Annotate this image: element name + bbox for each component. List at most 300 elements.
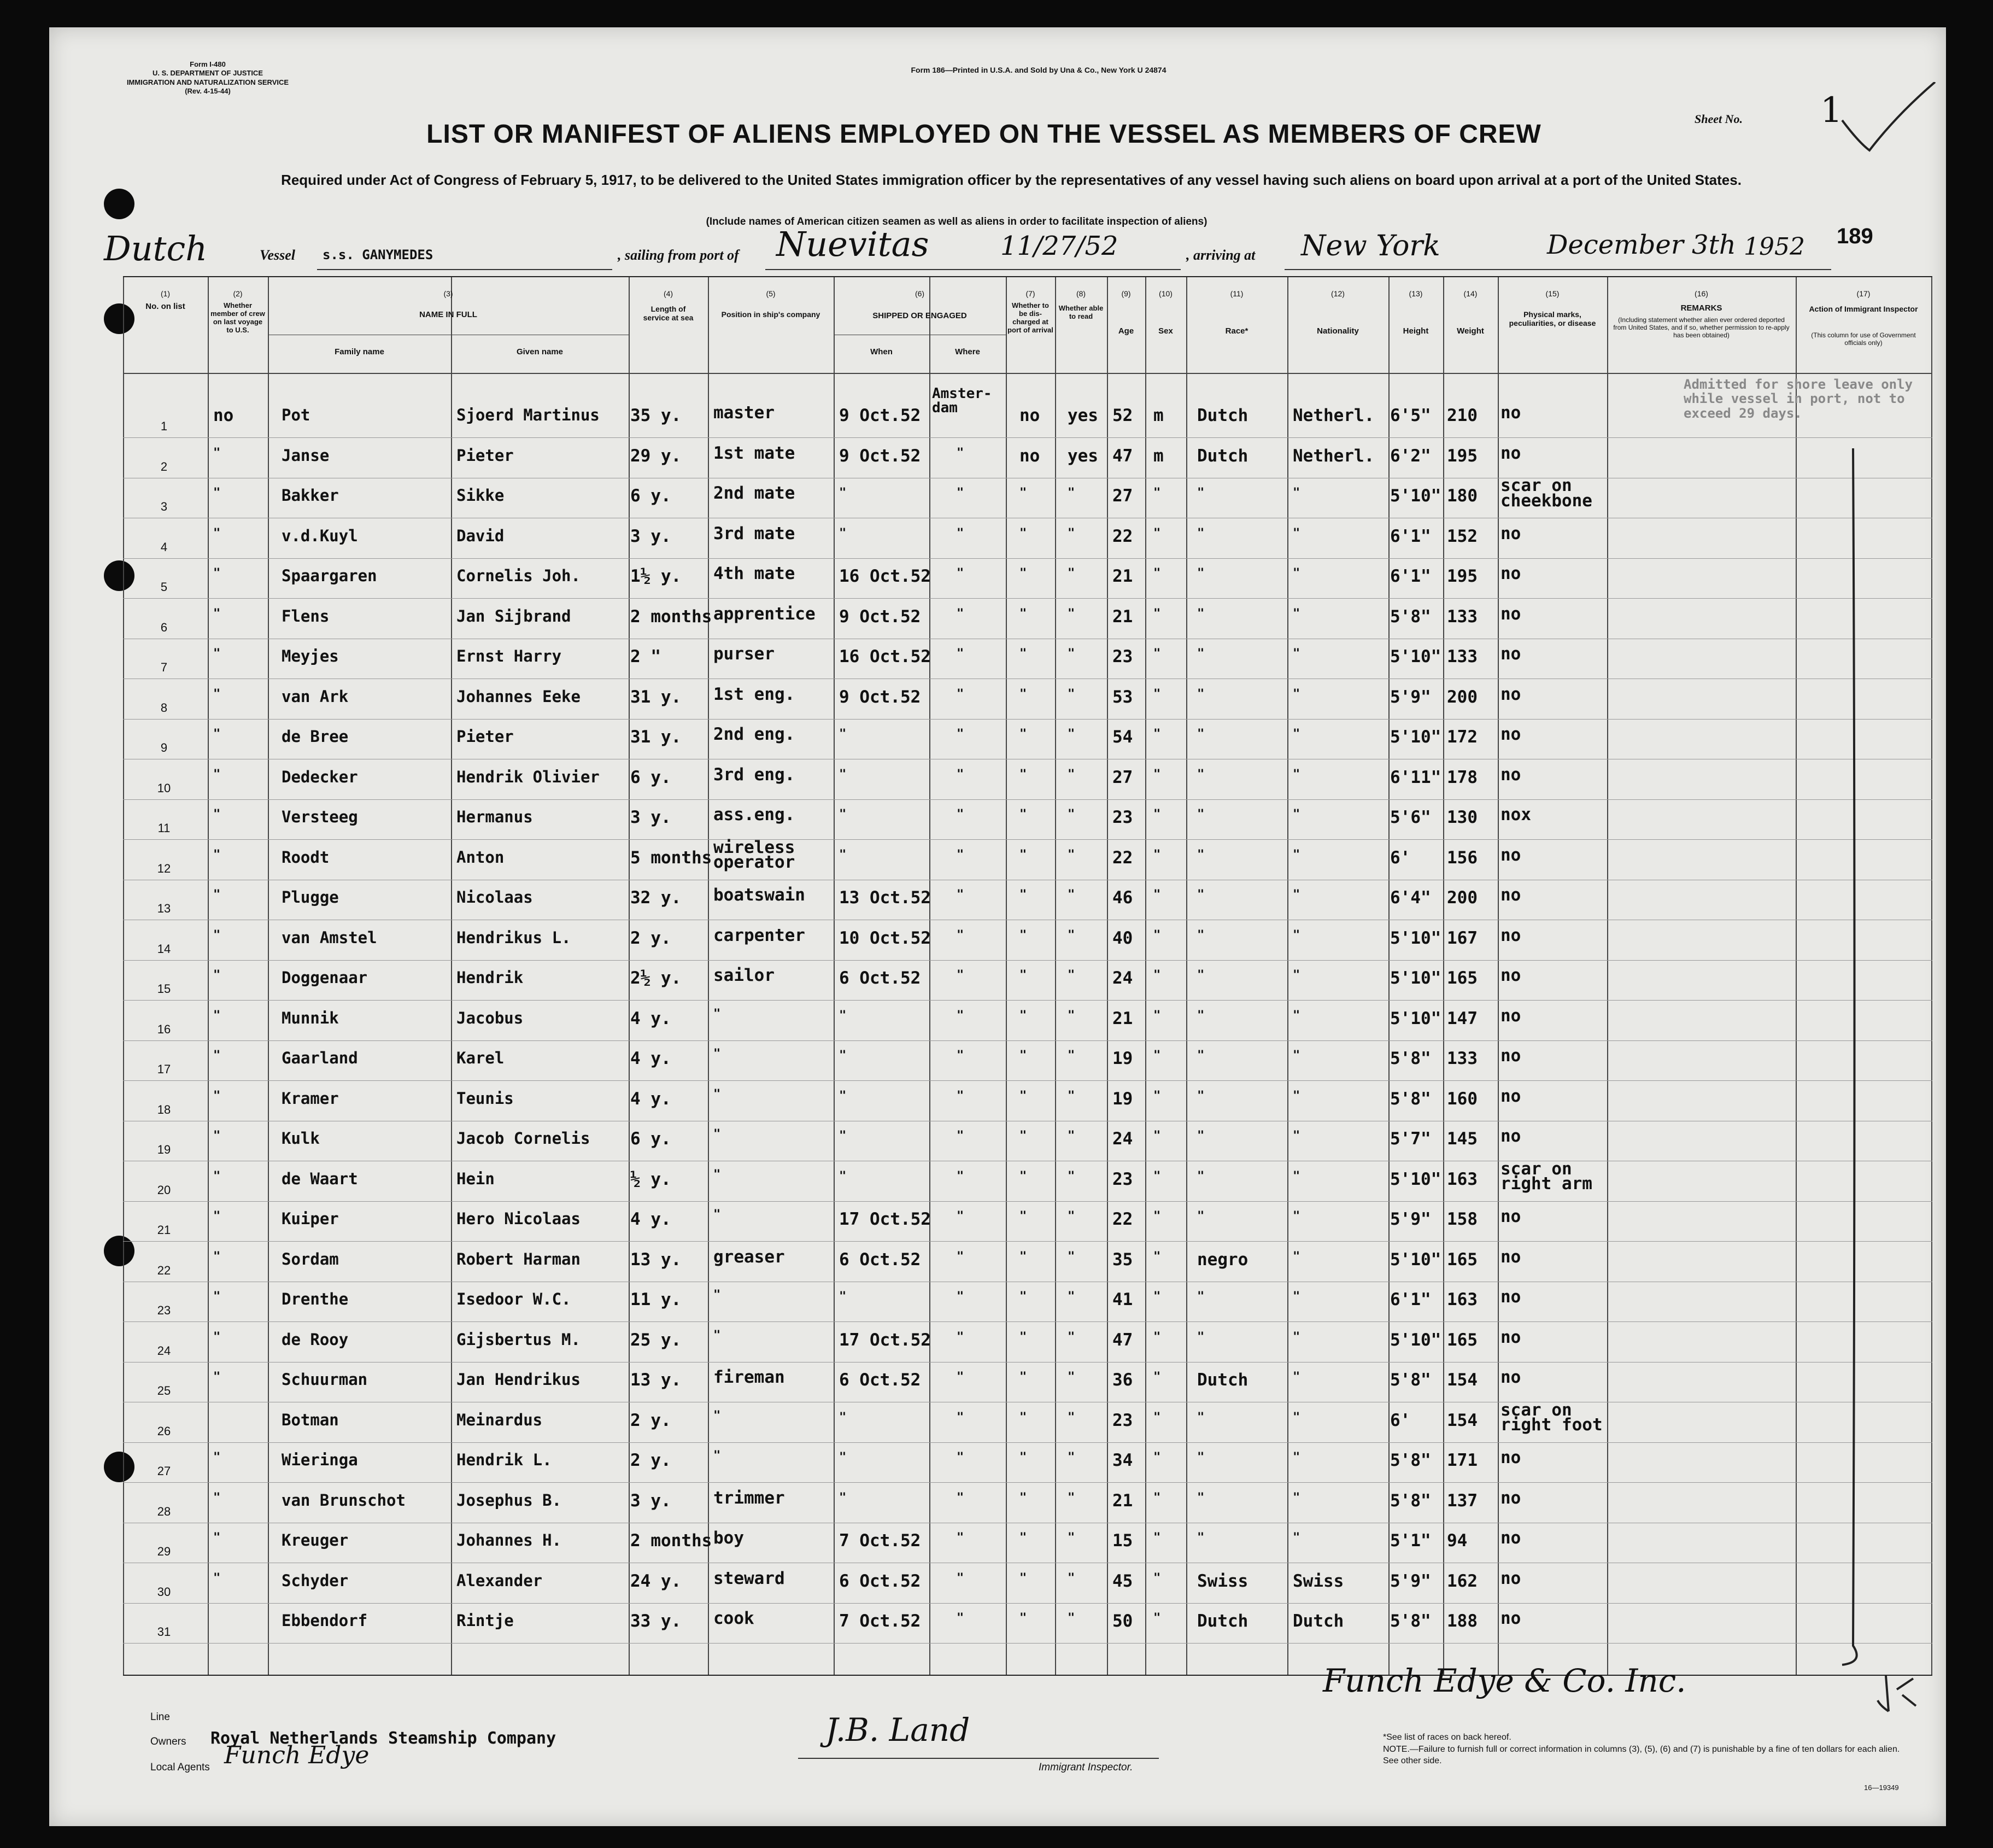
cell-physical-marks: no (1500, 523, 1521, 543)
cell-position: " (713, 1047, 721, 1061)
cell-sex: " (1153, 1129, 1161, 1143)
cell-race: " (1197, 566, 1205, 580)
cell-position: trimmer (713, 1488, 785, 1508)
cell-prev: " (213, 647, 221, 660)
arrival-year: 1952 (1744, 233, 1805, 261)
cell-shipped-where: " (957, 1049, 964, 1062)
cell-race: " (1197, 606, 1205, 621)
cell-sex: " (1153, 767, 1161, 781)
shipped-where-amsterdam: Amster-dam (932, 385, 992, 416)
cell-nationality: " (1293, 1209, 1300, 1223)
cell-shipped-where: " (957, 647, 964, 660)
binder-hole (104, 189, 134, 219)
cell-weight: 165 (1447, 1330, 1478, 1350)
cell-shipped-when: 6 Oct.52 (839, 968, 921, 988)
cell-discharged: " (1019, 1169, 1027, 1183)
row-rule (123, 1201, 1932, 1202)
cell-weight: 156 (1447, 847, 1478, 868)
cell-discharged: " (1019, 888, 1027, 902)
cell-discharged: " (1019, 1089, 1027, 1103)
cell-given-name: David (456, 526, 505, 545)
cell-discharged: " (1019, 486, 1027, 500)
service-name: IMMIGRATION AND NATURALIZATION SERVICE (126, 78, 289, 86)
cell-family-name: Kulk (282, 1129, 320, 1148)
row-rule (123, 1643, 1932, 1644)
cell-length-of-service: 2 y. (630, 928, 671, 948)
cell-age: 19 (1112, 1089, 1133, 1109)
cell-length-of-service: 1½ y. (630, 566, 682, 586)
cell-race: " (1197, 968, 1205, 982)
vessel-flag: Dutch (104, 229, 208, 268)
cell-discharged: " (1019, 1490, 1027, 1505)
cell-sex: " (1153, 486, 1161, 500)
cell-sex: " (1153, 928, 1161, 942)
cell-prev: " (213, 606, 221, 621)
cell-shipped-where: " (957, 1490, 964, 1505)
departure-date: 11/27/52 (1000, 231, 1118, 261)
underline (1285, 269, 1831, 270)
col-position: Position in ship's company (721, 310, 820, 319)
cell-physical-marks: no (1500, 1207, 1521, 1226)
cell-discharged: " (1019, 808, 1027, 821)
cell-given-name: Anton (456, 847, 505, 867)
row-number: 3 (160, 500, 168, 513)
cell-family-name: Schuurman (282, 1370, 368, 1389)
cell-age: 19 (1112, 1049, 1133, 1068)
departure-port: Nuevitas (776, 224, 929, 264)
cell-shipped-when: 16 Oct.52 (839, 647, 931, 666)
cell-position: " (713, 1328, 721, 1342)
cell-able-to-read: " (1068, 687, 1075, 701)
cell-family-name: Meyjes (282, 647, 339, 665)
row-number: 4 (160, 540, 168, 554)
cell-given-name: Sjoerd Martinus (456, 406, 600, 424)
cell-length-of-service: 4 y. (630, 1049, 671, 1068)
col-shipped-when: When (870, 347, 893, 356)
cell-able-to-read: " (1068, 928, 1075, 942)
cell-shipped-where: " (957, 1209, 964, 1223)
cell-shipped-when: " (839, 486, 847, 500)
cell-weight: 158 (1447, 1209, 1478, 1229)
cell-given-name: Hendrik L. (456, 1451, 552, 1469)
cell-given-name: Hermanus (456, 808, 533, 826)
row-number: 16 (157, 1022, 171, 1036)
cell-able-to-read: " (1068, 727, 1075, 741)
cell-physical-marks: scar on right foot (1500, 1400, 1603, 1435)
col-shipped-where: Where (955, 347, 980, 356)
cell-age: 21 (1112, 1490, 1133, 1511)
col9-number: (9) (1121, 289, 1131, 298)
cell-sex: " (1153, 1330, 1161, 1344)
cell-length-of-service: 3 y. (630, 808, 671, 827)
arrival-port: New York (1301, 230, 1440, 262)
cell-weight: 154 (1447, 1370, 1478, 1390)
cell-family-name: Bakker (282, 486, 339, 505)
cell-shipped-where: " (957, 1451, 964, 1464)
cell-sex: " (1153, 1490, 1161, 1505)
row-rule (123, 1241, 1932, 1242)
col-inspector-action: Action of Immigrant Inspector (1809, 305, 1918, 313)
col8-number: (8) (1076, 289, 1086, 298)
row-number: 22 (157, 1263, 171, 1277)
col13-number: (13) (1409, 289, 1423, 298)
cell-age: 41 (1112, 1290, 1133, 1309)
cell-length-of-service: 2 months (630, 1531, 712, 1551)
cell-discharged: " (1019, 1410, 1027, 1424)
cell-nationality: " (1293, 1290, 1300, 1303)
cell-height: 6' (1390, 1410, 1411, 1430)
cell-prev: " (213, 446, 221, 460)
cell-race: " (1197, 888, 1205, 902)
cell-discharged: " (1019, 1049, 1027, 1062)
cell-position: wireless operator (713, 837, 795, 873)
cell-race: Dutch (1197, 1370, 1248, 1390)
cell-family-name: Pot (282, 406, 310, 424)
cell-sex: " (1153, 1410, 1161, 1424)
cell-given-name: Jacobus (456, 1008, 524, 1027)
cell-length-of-service: 29 y. (630, 446, 682, 466)
row-rule (123, 1442, 1932, 1443)
cell-nationality: " (1293, 1008, 1300, 1022)
cell-age: 23 (1112, 1410, 1133, 1430)
col-inspector-note: (This column for use of Government officials only) (1811, 331, 1916, 347)
row-number: 10 (157, 781, 171, 795)
cell-height: 5'9" (1390, 1571, 1431, 1591)
shore-leave-stamp: Admitted for shore leave only while vessel in port, not to exceed 29 days. (1684, 377, 1913, 421)
cell-height: 5'10" (1390, 647, 1441, 666)
col-sex: Sex (1158, 326, 1173, 336)
cell-height: 5'10" (1390, 1008, 1441, 1028)
cell-family-name: Kreuger (282, 1531, 349, 1549)
cell-age: 54 (1112, 727, 1133, 747)
cell-age: 22 (1112, 847, 1133, 868)
row-number: 7 (160, 660, 168, 674)
cell-shipped-where: " (957, 1169, 964, 1183)
cell-physical-marks: no (1500, 1367, 1521, 1387)
cell-position: greaser (713, 1247, 785, 1267)
col3-number: (3) (443, 289, 453, 298)
cell-family-name: Ebbendorf (282, 1611, 368, 1630)
cell-given-name: Cornelis Joh. (456, 566, 581, 585)
cell-shipped-when: " (839, 1169, 847, 1183)
cell-sex: " (1153, 1249, 1161, 1264)
cell-shipped-where: " (957, 606, 964, 621)
cell-weight: 147 (1447, 1008, 1478, 1028)
cell-race: " (1197, 847, 1205, 862)
cell-race: " (1197, 1531, 1205, 1545)
cell-race: " (1197, 526, 1205, 540)
cell-race: " (1197, 808, 1205, 821)
cell-physical-marks: scar on cheekbone (1500, 476, 1592, 511)
cell-height: 6'1" (1390, 1290, 1431, 1309)
cell-nationality: " (1293, 1249, 1300, 1264)
cell-prev: " (213, 928, 221, 942)
cell-able-to-read: " (1068, 847, 1075, 862)
cell-age: 24 (1112, 968, 1133, 988)
cell-prev: " (213, 1571, 221, 1585)
cell-height: 6'11" (1390, 767, 1441, 787)
cell-race: negro (1197, 1249, 1248, 1270)
cell-position: boatswain (713, 885, 805, 905)
cell-sex: " (1153, 1049, 1161, 1062)
cell-able-to-read: " (1068, 1249, 1075, 1264)
row-rule (123, 799, 1932, 800)
cell-shipped-where: " (957, 1611, 964, 1625)
crew-table (123, 276, 1932, 1676)
cell-age: 52 (1112, 406, 1133, 425)
cell-prev: " (213, 1209, 221, 1223)
cell-prev: " (213, 526, 221, 540)
cell-discharged: " (1019, 606, 1027, 621)
cell-prev: " (213, 1089, 221, 1103)
cell-shipped-when: 9 Oct.52 (839, 406, 921, 425)
cell-height: 6'1" (1390, 526, 1431, 546)
col-name-in-full: NAME IN FULL (419, 310, 477, 319)
cell-able-to-read: " (1068, 1209, 1075, 1223)
owners-label: Owners (150, 1736, 186, 1747)
cell-given-name: Hero Nicolaas (456, 1209, 581, 1228)
cell-family-name: van Amstel (282, 928, 377, 947)
cell-sex: " (1153, 566, 1161, 580)
row-number: 17 (157, 1062, 171, 1076)
row-number: 31 (157, 1625, 171, 1639)
col-nationality: Nationality (1317, 326, 1359, 336)
cell-sex: " (1153, 1008, 1161, 1022)
cell-prev: no (213, 406, 234, 425)
cell-discharged: " (1019, 1531, 1027, 1545)
cell-sex: " (1153, 888, 1161, 902)
col6-number: (6) (915, 289, 925, 298)
cell-race: Dutch (1197, 446, 1248, 466)
cell-prev: " (213, 1451, 221, 1464)
cell-sex: " (1153, 1209, 1161, 1223)
cell-given-name: Johannes H. (456, 1531, 562, 1549)
cell-able-to-read: " (1068, 647, 1075, 660)
cell-age: 46 (1112, 888, 1133, 908)
underline (765, 269, 1181, 270)
cell-discharged: " (1019, 1129, 1027, 1143)
col16-number: (16) (1695, 289, 1708, 298)
cell-shipped-when: " (839, 727, 847, 741)
cell-given-name: Gijsbertus M. (456, 1330, 581, 1349)
sheet-number-value: 1 (1820, 90, 1843, 131)
col14-number: (14) (1463, 289, 1478, 298)
cell-position: master (713, 403, 775, 423)
cell-weight: 152 (1447, 526, 1478, 546)
cell-prev: " (213, 1249, 221, 1264)
cell-length-of-service: 6 y. (630, 767, 671, 787)
cell-nationality: Dutch (1293, 1611, 1344, 1631)
cell-weight: 180 (1447, 486, 1478, 506)
col5-number: (5) (766, 289, 776, 298)
cell-race: " (1197, 647, 1205, 660)
cell-sex: " (1153, 687, 1161, 701)
row-number: 15 (157, 982, 171, 996)
col-age: Age (1118, 326, 1134, 336)
cell-family-name: Munnik (282, 1008, 339, 1027)
cell-given-name: Alexander (456, 1571, 543, 1590)
col4-number: (4) (663, 289, 673, 298)
cell-weight: 167 (1447, 928, 1478, 948)
cell-nationality: " (1293, 526, 1300, 540)
cell-age: 22 (1112, 526, 1133, 546)
cell-family-name: v.d.Kuyl (282, 526, 358, 545)
col7-number: (7) (1025, 289, 1035, 298)
cell-height: 5'10" (1390, 1330, 1441, 1350)
cell-shipped-when: " (839, 808, 847, 821)
cell-physical-marks: no (1500, 966, 1521, 985)
cell-weight: 133 (1447, 647, 1478, 666)
cell-able-to-read: " (1068, 808, 1075, 821)
cell-shipped-where: " (957, 767, 964, 781)
cell-position: " (713, 1127, 721, 1141)
row-rule (123, 437, 1932, 438)
owners-value: Royal Netherlands Steamship Company (210, 1729, 556, 1748)
cell-height: 5'6" (1390, 808, 1431, 827)
cell-sex: " (1153, 647, 1161, 660)
cell-length-of-service: 13 y. (630, 1249, 682, 1270)
cell-family-name: Drenthe (282, 1290, 349, 1308)
cell-family-name: de Bree (282, 727, 349, 746)
cell-shipped-where: " (957, 1290, 964, 1303)
row-number: 5 (160, 580, 168, 594)
cell-able-to-read: " (1068, 1330, 1075, 1344)
cell-height: 5'8" (1390, 1490, 1431, 1511)
cell-age: 23 (1112, 808, 1133, 827)
cell-given-name: Jacob Cornelis (456, 1129, 590, 1148)
cell-shipped-where: " (957, 727, 964, 741)
cell-able-to-read: " (1068, 526, 1075, 540)
cell-weight: 172 (1447, 727, 1478, 747)
cell-age: 21 (1112, 1008, 1133, 1028)
cell-weight: 133 (1447, 606, 1478, 627)
cell-prev: " (213, 566, 221, 580)
cell-shipped-when: " (839, 1451, 847, 1464)
department-name: U. S. DEPARTMENT OF JUSTICE (153, 69, 263, 78)
cell-length-of-service: 11 y. (630, 1290, 682, 1309)
cell-family-name: van Brunschot (282, 1490, 406, 1510)
cell-discharged: no (1019, 446, 1040, 466)
cell-able-to-read: " (1068, 968, 1075, 982)
cell-race: Swiss (1197, 1571, 1248, 1591)
cell-shipped-when: " (839, 1490, 847, 1505)
cell-physical-marks: nox (1500, 805, 1531, 824)
cell-position: 1st mate (713, 443, 795, 463)
col-previous-voyage: Whether member of crew on last voyage to U.S. (210, 301, 265, 334)
cell-nationality: " (1293, 928, 1300, 942)
row-rule (123, 1482, 1932, 1483)
cell-weight: 200 (1447, 888, 1478, 908)
row-number: 12 (157, 861, 171, 875)
cell-length-of-service: 2 " (630, 647, 661, 666)
cell-sex: " (1153, 1169, 1161, 1183)
form-number: Form I-480 (190, 60, 226, 68)
cell-sex: " (1153, 526, 1161, 540)
cell-prev: " (213, 1531, 221, 1545)
cell-length-of-service: 6 y. (630, 486, 671, 506)
cell-race: " (1197, 1410, 1205, 1424)
inspector-bracket-line (1804, 437, 1880, 1668)
cell-sex: " (1153, 1451, 1161, 1464)
cell-age: 35 (1112, 1249, 1133, 1270)
cell-physical-marks: scar on right arm (1500, 1159, 1592, 1194)
vessel-label: Vessel (260, 247, 295, 263)
form-code: 16—19349 (1864, 1783, 1899, 1792)
cell-given-name: Pieter (456, 727, 514, 746)
cell-length-of-service: 32 y. (630, 888, 682, 908)
cell-shipped-when: 7 Oct.52 (839, 1531, 921, 1551)
cell-shipped-when: 16 Oct.52 (839, 566, 931, 586)
cell-nationality: " (1293, 486, 1300, 500)
cell-prev: " (213, 1129, 221, 1143)
cell-able-to-read: " (1068, 1611, 1075, 1625)
cell-nationality: Netherl. (1293, 406, 1375, 425)
cell-able-to-read: " (1068, 1008, 1075, 1022)
cell-age: 27 (1112, 486, 1133, 506)
cell-given-name: Rintje (456, 1611, 514, 1630)
cell-nationality: Netherl. (1293, 446, 1375, 466)
cell-family-name: Botman (282, 1410, 339, 1429)
cell-able-to-read: " (1068, 767, 1075, 781)
cell-family-name: Kramer (282, 1089, 339, 1108)
cell-height: 5'7" (1390, 1129, 1431, 1149)
check-mark-icon (1837, 82, 1946, 153)
cell-shipped-when: 6 Oct.52 (839, 1571, 921, 1591)
cell-height: 6'2" (1390, 446, 1431, 466)
arrival-date: December 3th (1547, 230, 1736, 260)
cell-weight: 163 (1447, 1169, 1478, 1189)
cell-weight: 130 (1447, 808, 1478, 827)
cell-height: 5'8" (1390, 1370, 1431, 1390)
row-number: 13 (157, 902, 171, 915)
cell-sex: " (1153, 1089, 1161, 1103)
cell-discharged: " (1019, 526, 1027, 540)
cell-physical-marks: no (1500, 764, 1521, 785)
cell-sex: " (1153, 1571, 1161, 1585)
cell-position: " (713, 1208, 721, 1221)
cell-length-of-service: 6 y. (630, 1129, 671, 1149)
cell-age: 21 (1112, 606, 1133, 627)
cell-sex: " (1153, 808, 1161, 821)
col-height: Height (1403, 326, 1429, 336)
cell-position: " (713, 1167, 721, 1182)
cell-discharged: " (1019, 566, 1027, 580)
arriving-label: , arriving at (1186, 247, 1256, 263)
cell-able-to-read: " (1068, 1129, 1075, 1143)
cell-position: apprentice (713, 604, 816, 624)
cell-discharged: " (1019, 727, 1027, 741)
cell-prev: " (213, 847, 221, 862)
sailing-label: , sailing from port of (618, 247, 739, 263)
cell-given-name: Hein (456, 1169, 495, 1188)
row-rule (123, 719, 1932, 720)
row-rule (123, 839, 1932, 840)
cell-length-of-service: 35 y. (630, 406, 682, 425)
cell-race: " (1197, 1451, 1205, 1464)
cell-length-of-service: 24 y. (630, 1571, 682, 1591)
cell-shipped-where: " (957, 888, 964, 902)
cell-family-name: Janse (282, 446, 330, 465)
local-agents-signature: Funch Edye (224, 1741, 370, 1769)
cell-physical-marks: no (1500, 644, 1521, 664)
cell-nationality: " (1293, 1531, 1300, 1545)
cell-weight: 137 (1447, 1490, 1478, 1511)
cell-length-of-service: 31 y. (630, 687, 682, 707)
cell-physical-marks: no (1500, 1448, 1521, 1467)
cell-weight: 195 (1447, 446, 1478, 466)
col-physical-marks: Physical marks, peculiarities, or disease (1509, 310, 1596, 328)
cell-race: " (1197, 1129, 1205, 1143)
